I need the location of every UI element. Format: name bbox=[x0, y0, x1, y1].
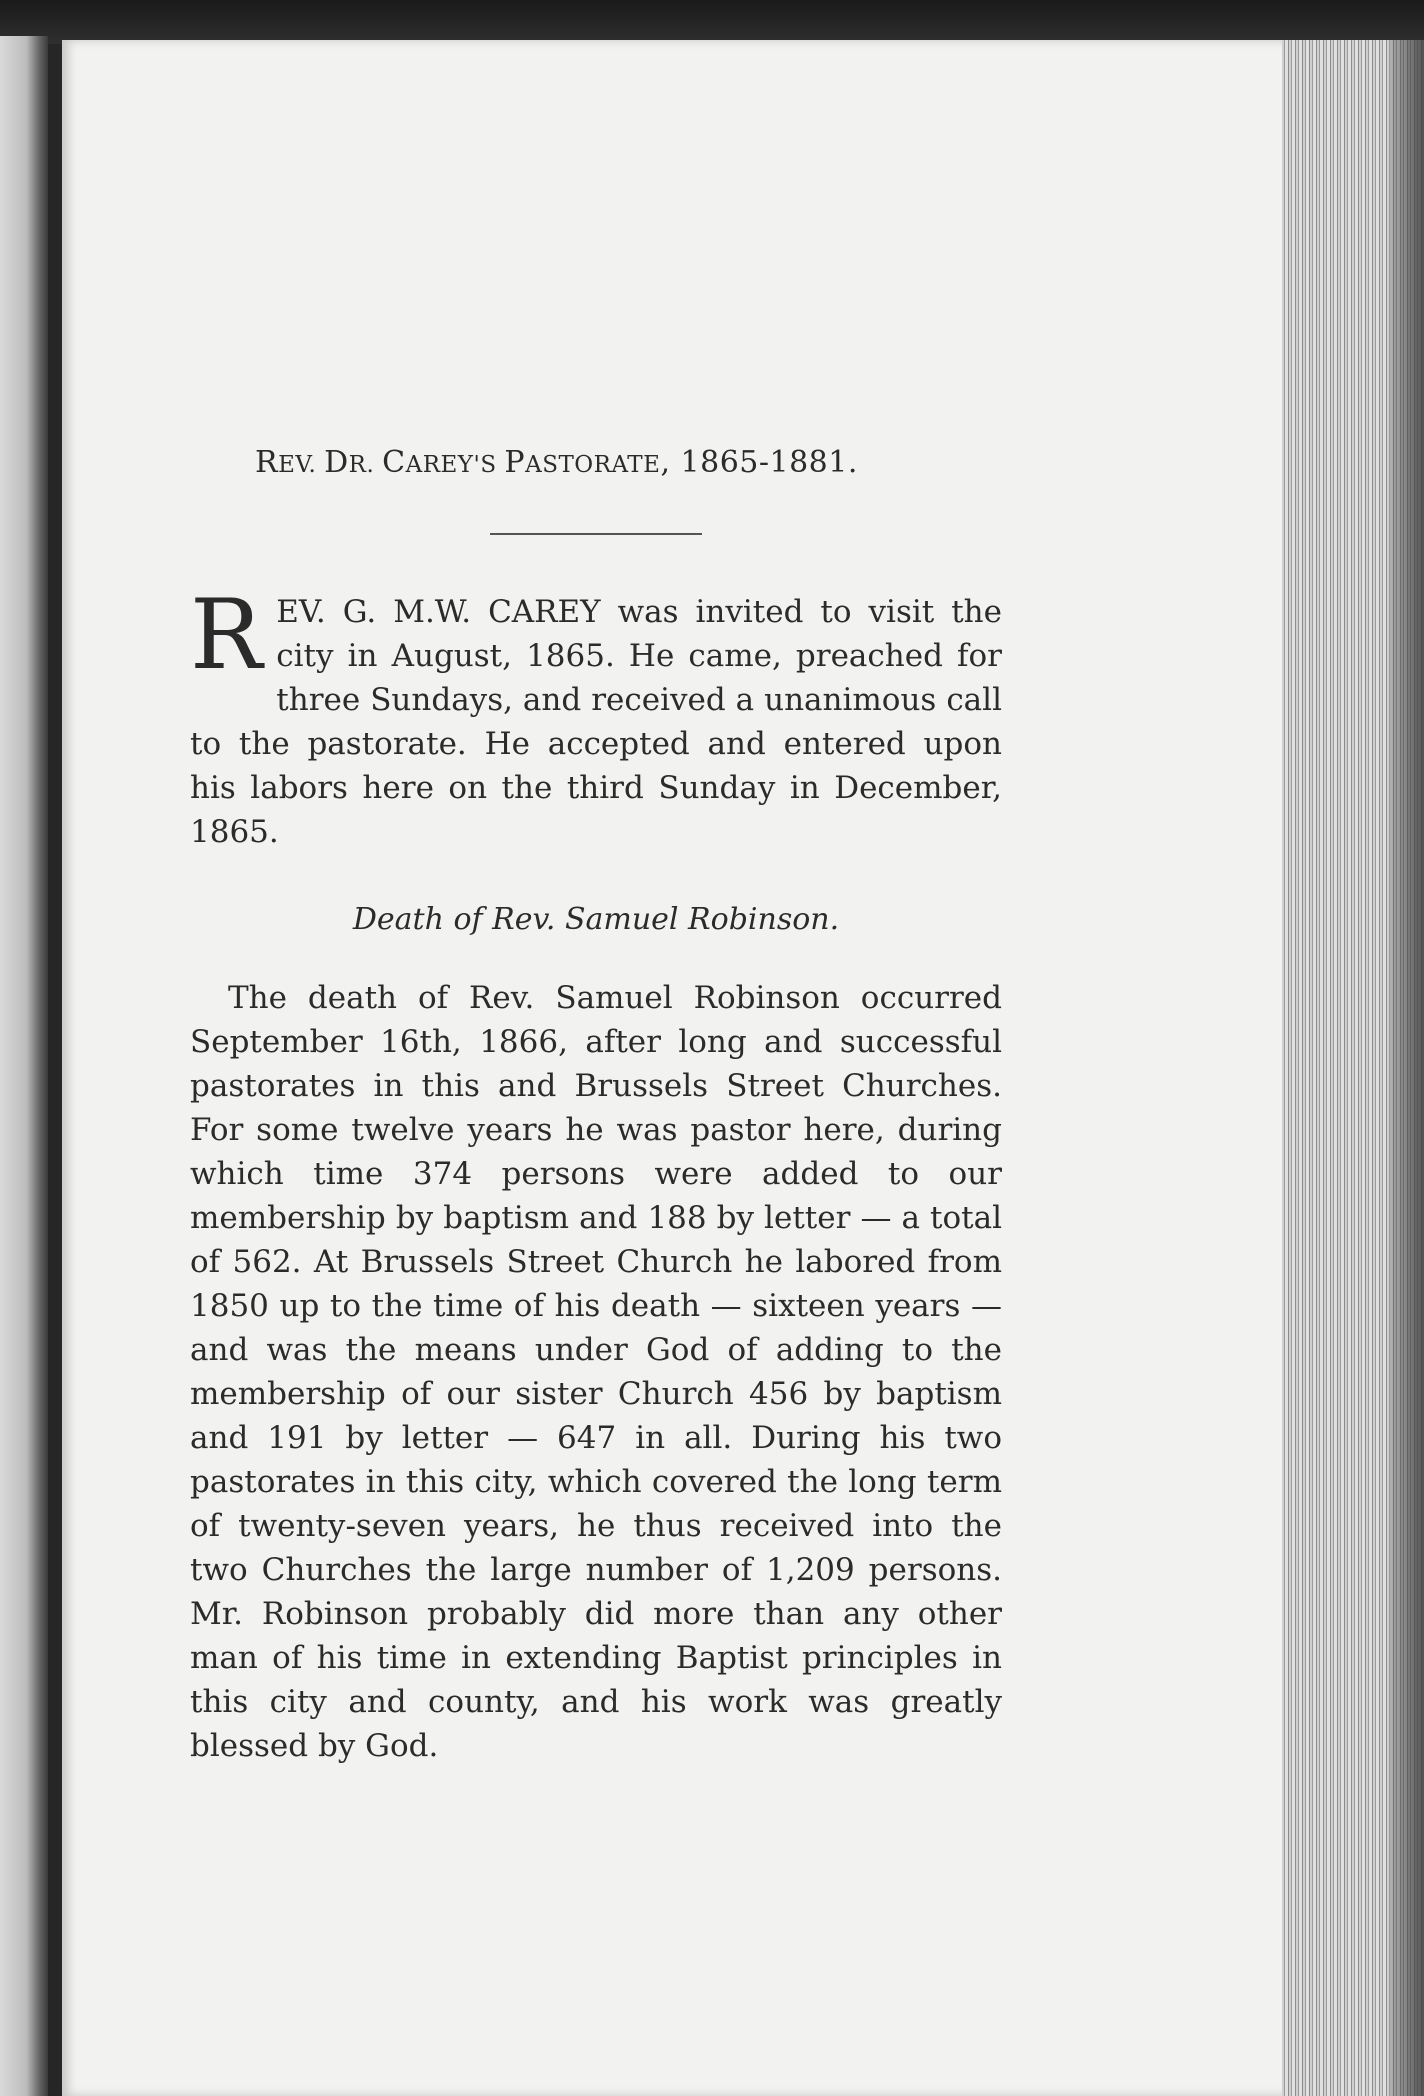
opening-paragraph-text: EV. G. M.W. CAREY was invited to visit the city in August, 1865. He came, preached for three Sundays, and received a unanimous call to the pastorate. He accepted and entered upon his labors here on the third Sunday in December, 1865. bbox=[190, 594, 1002, 850]
scan-top-border bbox=[0, 0, 1424, 44]
title-part: ASTORATE bbox=[525, 452, 661, 478]
chapter-title bbox=[255, 445, 955, 480]
title-date: , 1865-1881. bbox=[660, 445, 858, 480]
title-part: AREY'S bbox=[405, 452, 505, 478]
facing-page-edge bbox=[0, 36, 48, 2096]
title-divider bbox=[490, 533, 702, 535]
section-heading: Death of Rev. Samuel Robinson. bbox=[352, 902, 840, 937]
drop-cap: R bbox=[190, 579, 263, 691]
opening-paragraph bbox=[190, 579, 1002, 854]
title-part: EV. bbox=[278, 452, 325, 478]
page-stack-edge bbox=[1282, 40, 1424, 2096]
title-part: R. bbox=[348, 452, 383, 478]
title-letter: P bbox=[504, 445, 526, 480]
title-letter: D bbox=[324, 445, 349, 480]
title-letter: R bbox=[255, 445, 279, 480]
title-letter: C bbox=[382, 445, 406, 480]
body-paragraph: The death of Rev. Samuel Robinson occurred September 16th, 1866, after long and successful pastorates in this and Brussels Street Churches. For some twelve years he was pastor here, during which time 374 persons were added to our membership by baptism and 188 by letter — a total of 562. At Brussels Street Church he labored from 1850 up to the time of his death — sixteen years — and was the means under God of adding to the membership of our sister Church 456 by baptism and 191 by letter — 647 in all. During his two pastorates in this city, which covered the long term of twenty-seven years, he thus received into the two Churches the large number of 1,209 persons. Mr. Robinson probably did more than any other man of his time in extending Baptist principles in this city and county, and his work was greatly blessed by God. bbox=[190, 980, 1002, 1764]
